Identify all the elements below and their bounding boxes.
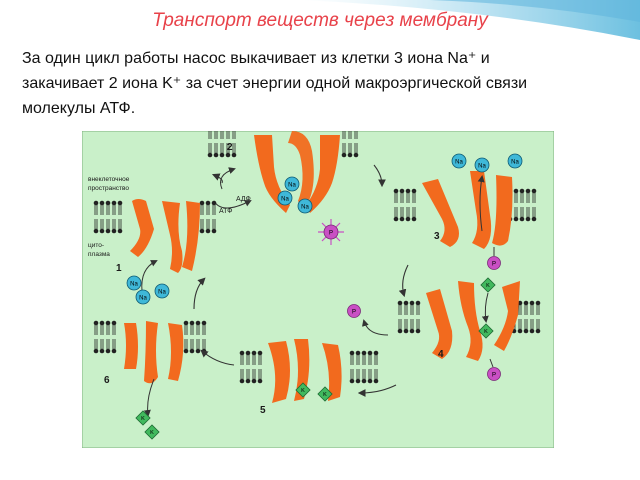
region-label: внеклеточное [88, 176, 130, 183]
step-number: 6 [104, 375, 110, 386]
svg-text:Na: Na [281, 196, 289, 203]
pump-protein [144, 321, 158, 383]
na-ion [452, 154, 466, 168]
svg-text:Na: Na [455, 159, 463, 166]
adp-label: АДФ [236, 196, 251, 203]
slide-text [22, 46, 622, 121]
svg-text:Na: Na [139, 295, 147, 302]
step-number: 3 [434, 231, 440, 242]
region-label: плазма [88, 251, 110, 258]
svg-text:K: K [484, 329, 488, 335]
step-number: 2 [227, 142, 233, 153]
slide-title: Транспорт веществ через мембрану [152, 10, 488, 31]
pump-protein [124, 323, 138, 369]
svg-text:K: K [150, 430, 154, 436]
sodium-potassium-pump-diagram [82, 131, 554, 448]
slide-text-line: молекулы АТФ. [22, 100, 136, 117]
svg-text:Na: Na [511, 159, 519, 166]
na-ion [127, 276, 141, 290]
na-ion [508, 154, 522, 168]
svg-text:Na: Na [288, 182, 296, 189]
svg-text:K: K [323, 392, 327, 398]
step-number: 5 [260, 405, 266, 416]
svg-text:K: K [301, 388, 305, 394]
phosphate-group [348, 305, 361, 318]
slide-text-line: За один цикл работы насос выкачивает из клетки 3 иона Na⁺ и [22, 50, 490, 67]
atp-label: АТФ [219, 208, 233, 215]
svg-text:Na: Na [478, 163, 486, 170]
slide-text-line: закачивает 2 иона K⁺ за счет энергии одной макроэргической связи [22, 75, 528, 92]
svg-text:P: P [351, 309, 357, 316]
svg-text:K: K [486, 283, 490, 289]
svg-text:Na: Na [158, 289, 166, 296]
na-ion [278, 191, 292, 205]
phosphate-group [488, 257, 501, 270]
na-ion [136, 290, 150, 304]
step-number: 1 [116, 263, 122, 274]
na-ion [155, 284, 169, 298]
na-ion [285, 177, 299, 191]
step-number: 4 [438, 349, 444, 360]
region-label: цито- [88, 242, 105, 249]
phosphate-group [488, 368, 501, 381]
na-ion [298, 199, 312, 213]
svg-text:P: P [328, 230, 334, 237]
svg-text:P: P [491, 261, 497, 268]
svg-text:P: P [491, 372, 497, 379]
svg-text:K: K [141, 416, 145, 422]
svg-text:Na: Na [301, 204, 309, 211]
na-ion [475, 158, 489, 172]
region-label: пространство [88, 185, 130, 192]
svg-text:Na: Na [130, 281, 138, 288]
